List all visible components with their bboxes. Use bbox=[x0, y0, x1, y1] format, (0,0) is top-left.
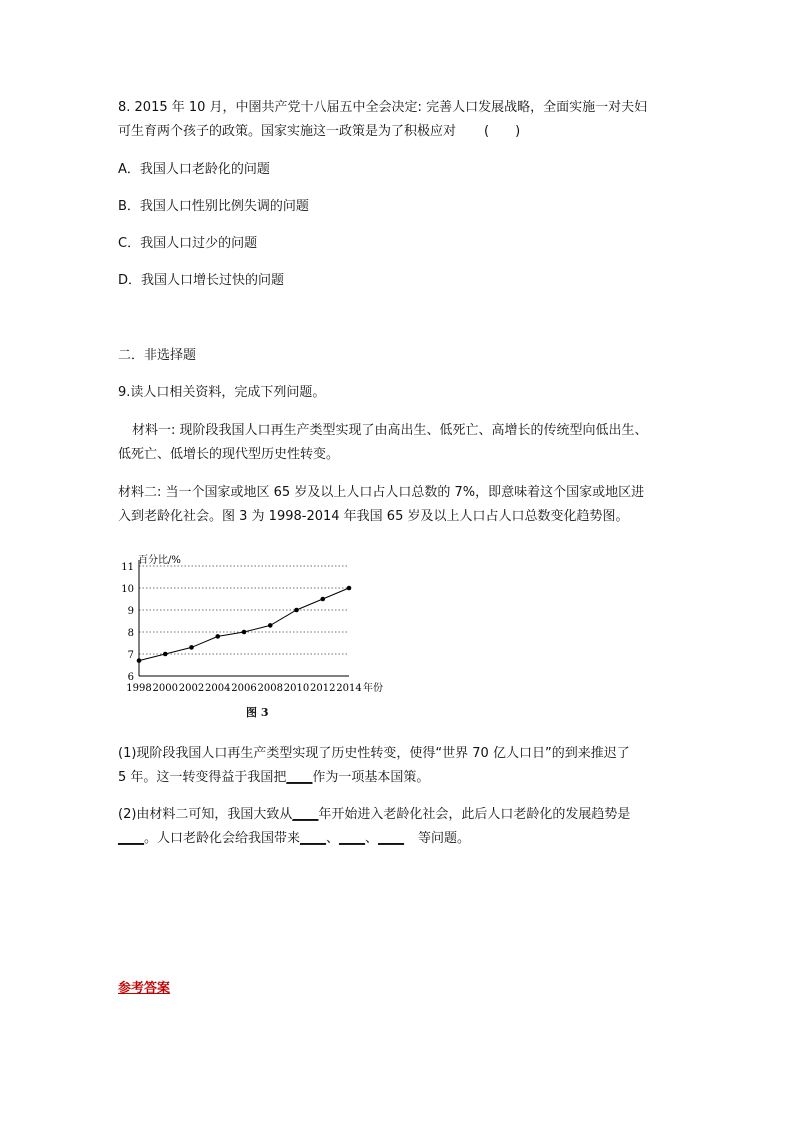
data-point-2004 bbox=[215, 634, 220, 639]
sub2-text-d: 等问题。 bbox=[418, 831, 471, 846]
blank-trend: ____ bbox=[118, 831, 144, 846]
blank-start-year: ____ bbox=[292, 807, 319, 822]
data-point-2000 bbox=[163, 652, 168, 657]
sub1-text-b: 作为一项基本国策。 bbox=[312, 770, 430, 785]
series-line bbox=[139, 588, 349, 661]
x-tick-label-2002: 2002 bbox=[178, 683, 205, 694]
material1-line2: 低死亡、低增长的现代型历史性转变。 bbox=[118, 447, 340, 462]
material2-line2: 入到老龄化社会。图 3 为 1998-2014 年我国 65 岁及以上人口占人口总数变化趋势图。 bbox=[118, 509, 629, 524]
sub2-text-a: (2)由材料二可知，我国大致从 bbox=[118, 807, 293, 822]
answer-heading: 参考答案 bbox=[118, 981, 171, 996]
sub1-text-a: 5 年。这一转变得益于我国把 bbox=[118, 770, 287, 785]
blank-problem-1: ____ bbox=[300, 831, 327, 846]
data-point-2014 bbox=[347, 586, 352, 591]
x-tick-label-2006: 2006 bbox=[231, 683, 257, 694]
y-tick-label-7: 7 bbox=[127, 650, 134, 661]
blank-problem-2: ____ bbox=[339, 831, 366, 846]
x-axis-label: 年份 bbox=[363, 683, 383, 694]
y-tick-label-9: 9 bbox=[127, 606, 134, 617]
y-tick-label-8: 8 bbox=[127, 628, 134, 639]
sub1-line2 bbox=[118, 766, 683, 790]
x-tick-label-2010: 2010 bbox=[283, 683, 310, 694]
x-tick-label-2000: 2000 bbox=[152, 683, 178, 694]
sub2-text-b: 年开始进入老龄化社会，此后人口老龄化的发展趋势是 bbox=[318, 807, 631, 822]
data-point-2008 bbox=[268, 623, 273, 628]
separator-1: 、 bbox=[326, 831, 340, 846]
sub1-line1: (1)现阶段我国人口再生产类型实现了历史性转变，使得“世界 70 亿人口日”的到来推迟了 bbox=[118, 746, 630, 761]
data-point-2002 bbox=[189, 645, 194, 650]
data-point-2012 bbox=[320, 597, 325, 602]
q8-line1: 8. 2015 年 10 月，中圉共产党十八届五中全会决定: 完善人口发展战略，全面实施一对夫妇 bbox=[118, 100, 648, 115]
y-tick-label-11: 11 bbox=[121, 562, 134, 573]
figure-caption: 图 3 bbox=[246, 706, 269, 719]
sub2-text-c: 。人口老龄化会给我国带来 bbox=[144, 831, 301, 846]
q8-answer-bracket: ( ) bbox=[484, 124, 521, 139]
data-point-1998 bbox=[137, 658, 142, 663]
y-axis-label: 百分比/% bbox=[138, 555, 181, 566]
data-point-2010 bbox=[294, 608, 299, 613]
population-aging-line-chart bbox=[112, 550, 422, 700]
q8-option-d: D．我国人口增长过快的问题 bbox=[118, 273, 285, 288]
y-tick-label-10: 10 bbox=[121, 584, 134, 595]
material1-line1: 材料一: 现阶段我国人口再生产类型实现了由高出生、低死亡、高增长的传统型向低出生、 bbox=[132, 423, 648, 438]
x-tick-label-2012: 2012 bbox=[310, 683, 336, 694]
blank-problem-3: ____ bbox=[378, 831, 405, 846]
x-tick-label-2004: 2004 bbox=[205, 683, 231, 694]
q8-option-a: A．我国人口老龄化的问题 bbox=[118, 162, 270, 177]
separator-2: 、 bbox=[365, 831, 379, 846]
x-tick-label-1998: 1998 bbox=[126, 683, 152, 694]
q9-stem: 9.读人口相关资料，完成下列问题。 bbox=[118, 385, 326, 400]
q8-option-c: C．我国人口过少的问题 bbox=[118, 236, 258, 251]
y-tick-label-6: 6 bbox=[127, 672, 134, 683]
x-tick-label-2014: 2014 bbox=[336, 683, 362, 694]
blank-national-policy: ____ bbox=[286, 770, 313, 785]
material2-line1: 材料二: 当一个国家或地区 65 岁及以上人口占人口总数的 7%，即意味着这个国家或地区进 bbox=[118, 485, 645, 500]
sub2-line1 bbox=[118, 803, 683, 827]
data-point-2006 bbox=[242, 630, 247, 635]
x-tick-label-2008: 2008 bbox=[257, 683, 283, 694]
section2-heading: 二．非选择题 bbox=[118, 348, 197, 363]
q8-option-b: B．我国人口性别比例失调的问题 bbox=[118, 199, 309, 214]
q8-line2 bbox=[118, 120, 683, 144]
sub2-line2 bbox=[118, 827, 683, 851]
q8-line2-text: 可生育两个孩子的政策。国家实施这一政策是为了积极应对 bbox=[118, 124, 457, 139]
